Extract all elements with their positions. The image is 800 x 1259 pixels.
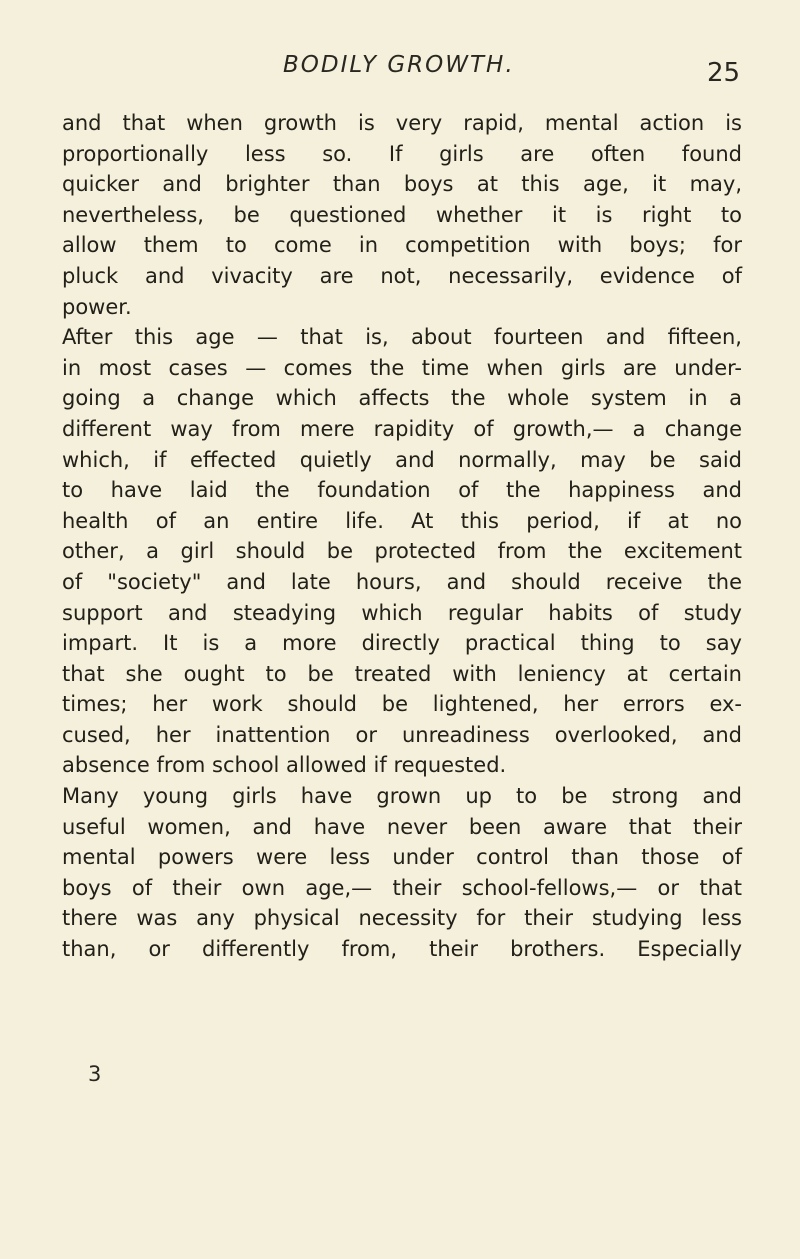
text-line: of "society" and late hours, and should receive the: [62, 569, 742, 594]
text-line: in most cases — comes the time when girls are under-: [62, 355, 742, 380]
text-line: support and steadying which regular habits of study: [62, 600, 742, 625]
text-line: which, if effected quietly and normally, may be said: [62, 447, 742, 472]
text-line: quicker and brighter than boys at this age, it may,: [62, 172, 742, 197]
text-line: impart. It is a more directly practical thing to say: [62, 631, 742, 656]
text-line: After this age — that is, about fourteen and fifteen,: [62, 325, 742, 350]
text-line: cused, her inattention or unreadiness overlooked, and: [62, 722, 742, 747]
text-line: other, a girl should be protected from the excitement: [62, 539, 742, 564]
text-line: going a change which affects the whole system in a: [62, 386, 742, 411]
body-text: [62, 108, 742, 965]
text-line: power.: [62, 294, 132, 319]
text-line: boys of their own age,— their school-fellows,— or that: [62, 875, 742, 900]
text-line: mental powers were less under control than those of: [62, 845, 742, 870]
text-line: absence from school allowed if requested.: [62, 753, 507, 778]
text-line: proportionally less so. If girls are often found: [62, 141, 742, 166]
text-line: and that when growth is very rapid, mental action is: [62, 111, 742, 135]
text-line: pluck and vivacity are not, necessarily, evidence of: [62, 263, 742, 288]
text-line: nevertheless, be questioned whether it is right to: [62, 202, 742, 227]
text-line: to have laid the foundation of the happiness and: [62, 478, 742, 503]
text-line: that she ought to be treated with leniency at certain: [62, 661, 742, 686]
text-line: different way from mere rapidity of growth,— a change: [62, 416, 742, 441]
text-line: than, or differently from, their brothers. Especially: [62, 937, 742, 962]
text-line: times; her work should be lightened, her errors ex-: [62, 692, 742, 717]
text-line: there was any physical necessity for their studying less: [62, 906, 742, 931]
page-number: 25: [707, 58, 741, 88]
text-line: allow them to come in competition with boys; for: [62, 233, 742, 258]
text-line: Many young girls have grown up to be strong and: [62, 784, 742, 809]
running-title: BODILY GROWTH.: [283, 52, 515, 78]
text-line: useful women, and have never been aware that their: [62, 814, 742, 839]
signature-mark: 3: [88, 1062, 102, 1086]
text-line: health of an entire life. At this period, if at no: [62, 508, 742, 533]
